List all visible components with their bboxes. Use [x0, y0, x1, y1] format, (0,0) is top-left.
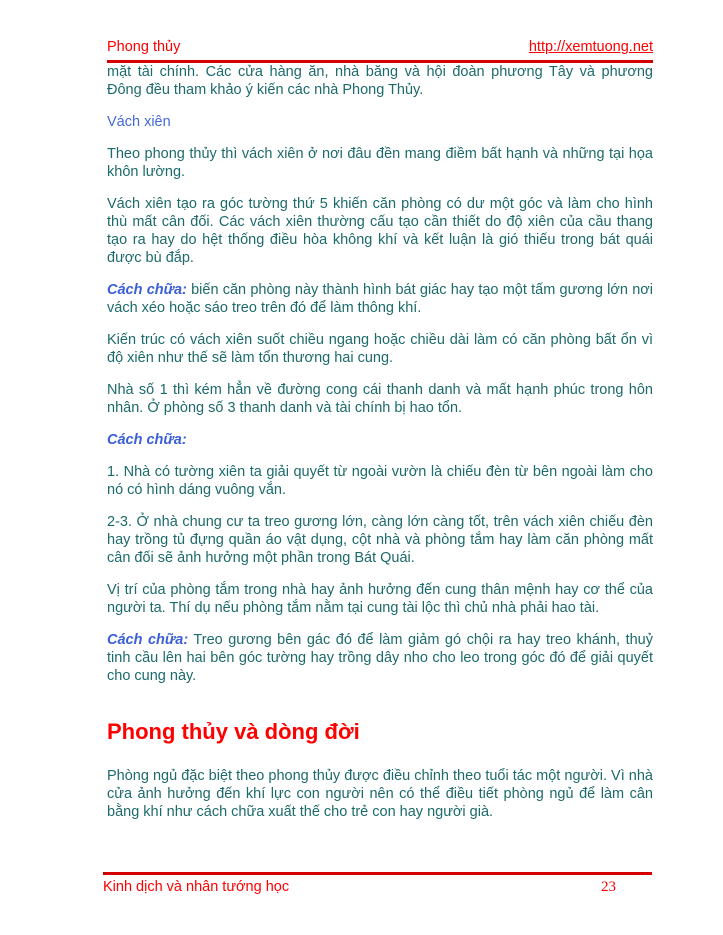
paragraph: 2-3. Ở nhà chung cư ta treo gương lớn, càng lớn càng tốt, trên vách xiên chiếu đèn hay trồng tủ đựng quần áo vật dụng, cột nhà và phòng tắm hay làm căn phòng mất cân đối sẽ ảnh hưởng một phần trong Bát Quái.	[107, 514, 653, 566]
footer-book-title: Kinh dịch và nhân tướng học	[103, 879, 290, 895]
paragraph: mặt tài chính. Các cửa hàng ăn, nhà băng và hội đoàn phương Tây và phương Đông đều tham khảo ý kiến các nhà Phong Thủy.	[107, 64, 653, 98]
section-subheading: Vách xiên	[107, 114, 171, 130]
remedy-text: Treo gương bên gác đó để làm giảm gó chội ra hay treo khánh, thuỷ tinh cầu lên hai bên góc tường hay trồng dây nho cho leo trong góc đó để giải quyết cho cung này.	[107, 632, 653, 684]
footer-page-number: 23	[601, 879, 616, 895]
paragraph: Nhà số 1 thì kém hẳn về đường cong cái thanh danh và mất hạnh phúc trong hôn nhân. Ở phòng số 3 thanh danh và tài chính bị hao tổn.	[107, 382, 653, 416]
remedy-label: Cách chữa:	[107, 632, 189, 648]
remedy-paragraph	[107, 281, 653, 317]
remedy-label: Cách chữa:	[107, 432, 187, 448]
paragraph: Vị trí của phòng tắm trong nhà hay ảnh hưởng đến cung thân mệnh hay cơ thể của người ta. Thí dụ nếu phòng tắm nằm tại cung tài lộc thì chủ nhà phải hao tài.	[107, 582, 653, 616]
remedy-paragraph	[107, 431, 653, 449]
header-title: Phong thủy	[107, 39, 181, 55]
chapter-heading: Phong thủy và dòng đời	[107, 719, 360, 744]
page-footer	[103, 872, 652, 896]
paragraph: Theo phong thủy thì vách xiên ở nơi đâu đền mang điềm bất hạnh và những tại họa khôn lường.	[107, 146, 653, 180]
paragraph: 1. Nhà có tường xiên ta giải quyết từ ngoài vườn là chiếu đèn từ bên ngoài làm cho nó có hình dáng vuông vắn.	[107, 464, 653, 498]
paragraph: Phòng ngủ đặc biệt theo phong thủy được điều chỉnh theo tuổi tác một người. Vì nhà cửa ảnh hưởng đến khí lực con người nên có thể điều tiết phòng ngủ để làm cân bằng khí như cách chữa xuất thế cho trẻ con hay người già.	[107, 768, 653, 820]
paragraph: Kiến trúc có vách xiên suốt chiều ngang hoặc chiều dài làm có căn phòng bất ổn vì độ xiên như thế sẽ làm tổn thương hai cung.	[107, 332, 653, 366]
remedy-text: biến căn phòng này thành hình bát giác hay tạo một tấm gương lớn nơi vách xéo hoặc sáo treo trên đó để làm thông khí.	[107, 282, 653, 316]
remedy-paragraph	[107, 631, 653, 685]
remedy-label: Cách chữa:	[107, 282, 187, 298]
header-url-link[interactable]: http://xemtuong.net	[528, 39, 653, 55]
page-header	[107, 38, 653, 63]
paragraph: Vách xiên tạo ra góc tường thứ 5 khiến căn phòng có dư một góc và làm cho hình thù mất cân đối. Các vách xiên thường cấu tạo cần thiết do độ xiên của cầu thang tạo ra hay do hệt thống điều hòa không khí và kết luận là gió thiếu trong bát quái được bù đắp.	[107, 196, 653, 266]
